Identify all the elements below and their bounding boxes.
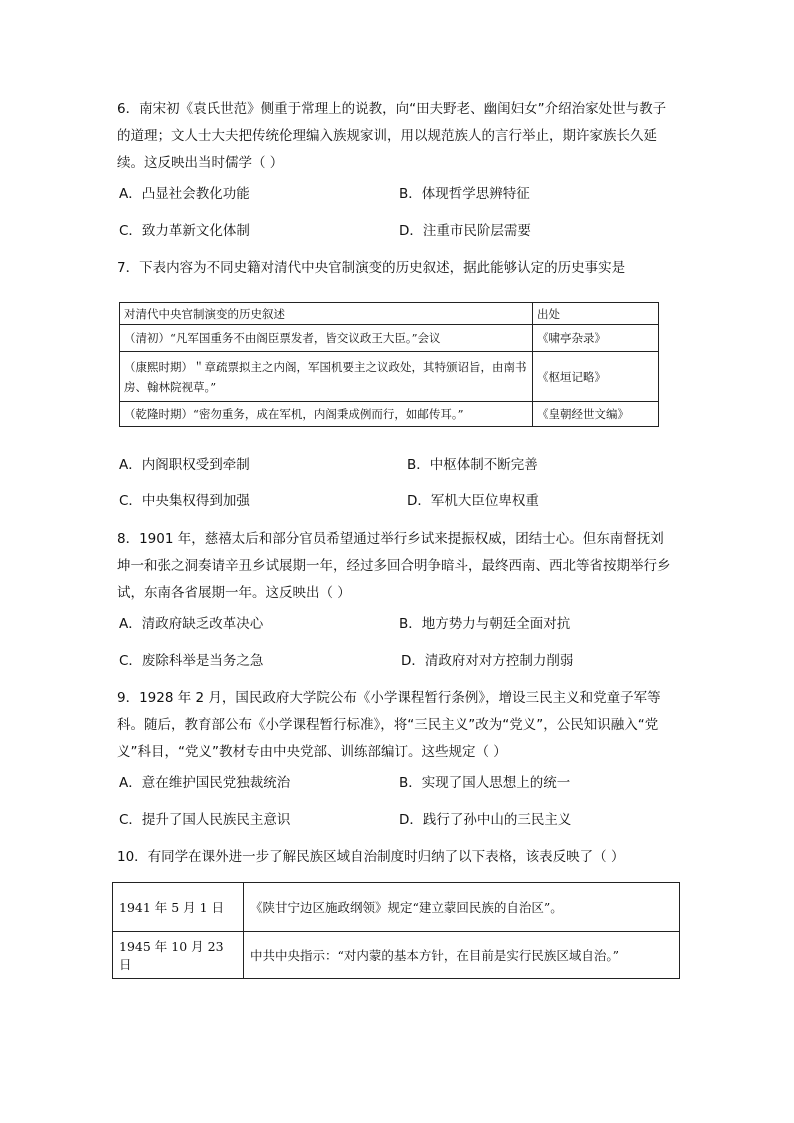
question-9-stem: 9．1928 年 2 月，国民政府大学院公布《小学课程暂行条例》，增设三民主义和党童子军等科。随后，教育部公布《小学课程暂行标准》，将“三民主义”改为“党义”，公民知识融入“党义”科目，“党义”教材专由中央党部、训练部编订。这些规定（ ） [117, 690, 661, 760]
question-9-option-b[interactable]: B．实现了国人思想上的统一 [399, 775, 571, 791]
question-6-option-a[interactable]: A．凸显社会教化功能 [119, 186, 250, 202]
question-6-option-c[interactable]: C．致力革新文化体制 [119, 223, 250, 239]
table-row [120, 402, 659, 427]
table-header-narrative: 对清代中央官制演变的历史叙述 [120, 303, 533, 325]
table-cell-narrative: （清初）“凡军国重务不由阁臣票发者，皆交议政王大臣。”会议 [120, 325, 533, 352]
question-9-option-d[interactable]: D．践行了孙中山的三民主义 [399, 812, 572, 828]
question-9-option-c[interactable]: C．提升了国人民族民主意识 [119, 812, 291, 828]
question-7-option-d[interactable]: D．军机大臣位卑权重 [407, 493, 539, 509]
table-cell-source: 《枢垣记略》 [533, 352, 659, 402]
table-cell-source: 《皇朝经世文编》 [533, 402, 659, 427]
question-7-option-b[interactable]: B．中枢体制不断完善 [407, 457, 538, 473]
question-8-option-d[interactable]: D．清政府对对方控制力削弱 [401, 653, 574, 669]
table-header-source: 出处 [533, 303, 659, 325]
question-7-option-c[interactable]: C．中央集权得到加强 [119, 493, 250, 509]
question-6-option-d[interactable]: D．注重市民阶层需要 [399, 223, 531, 239]
table-cell-narrative: （康熙时期）＂章疏票拟主之内阁，军国机要主之议政处，其特颁诏旨，由南书房、翰林院视草。” [120, 352, 533, 402]
question-8-option-c[interactable]: C．废除科举是当务之急 [119, 653, 264, 669]
question-8-stem: 8．1901 年，慈禧太后和部分官员希望通过举行乡试来提振权威，团结士心。但东南督抚刘坤一和张之洞奏请辛丑乡试展期一年，经过多回合明争暗斗，最终西南、西北等省按期举行乡试，东南各省展期一年。这反映出（ ） [117, 531, 671, 601]
table-cell-content: 中共中央指示：“对内蒙的基本方针，在目前是实行民族区域自治。” [244, 932, 680, 979]
question-8-option-a[interactable]: A．清政府缺乏改革决心 [119, 616, 264, 632]
table-cell-content: 《陕甘宁边区施政纲领》规定“建立蒙回民族的自治区”。 [244, 883, 680, 932]
question-7-stem: 7．下表内容为不同史籍对清代中央官制演变的历史叙述，据此能够认定的历史事实是 [117, 260, 626, 276]
question-7-option-a[interactable]: A．内阁职权受到牵制 [119, 457, 250, 473]
question-6-stem: 6．南宋初《袁氏世范》侧重于常理上的说教，向“田夫野老、幽闺妇女”介绍治家处世与教子的道理；文人士大夫把传统伦理编入族规家训，用以规范族人的言行举止，期许家族长久延续。这反映出当时儒学（ ） [117, 101, 667, 171]
table-cell-source: 《啸亭杂录》 [533, 325, 659, 352]
table-cell-date: 1941 年 5 月 1 日 [113, 883, 244, 932]
table-row [120, 352, 659, 402]
question-10-stem: 10．有同学在课外进一步了解民族区域自治制度时归纳了以下表格，该表反映了（ ） [117, 849, 625, 865]
table-row [120, 325, 659, 352]
question-7-table [119, 302, 659, 427]
table-header-row [120, 303, 659, 325]
question-6-option-b[interactable]: B．体现哲学思辨特征 [399, 186, 530, 202]
table-row [113, 883, 680, 932]
question-10-table [112, 882, 680, 979]
table-row [113, 932, 680, 979]
question-8-option-b[interactable]: B．地方势力与朝廷全面对抗 [399, 616, 571, 632]
table-cell-narrative: （乾隆时期）“密勿重务，成在军机，内阁秉成例而行，如邮传耳。” [120, 402, 533, 427]
question-9-option-a[interactable]: A．意在维护国民党独裁统治 [119, 775, 291, 791]
table-cell-date: 1945 年 10 月 23 日 [113, 932, 244, 979]
